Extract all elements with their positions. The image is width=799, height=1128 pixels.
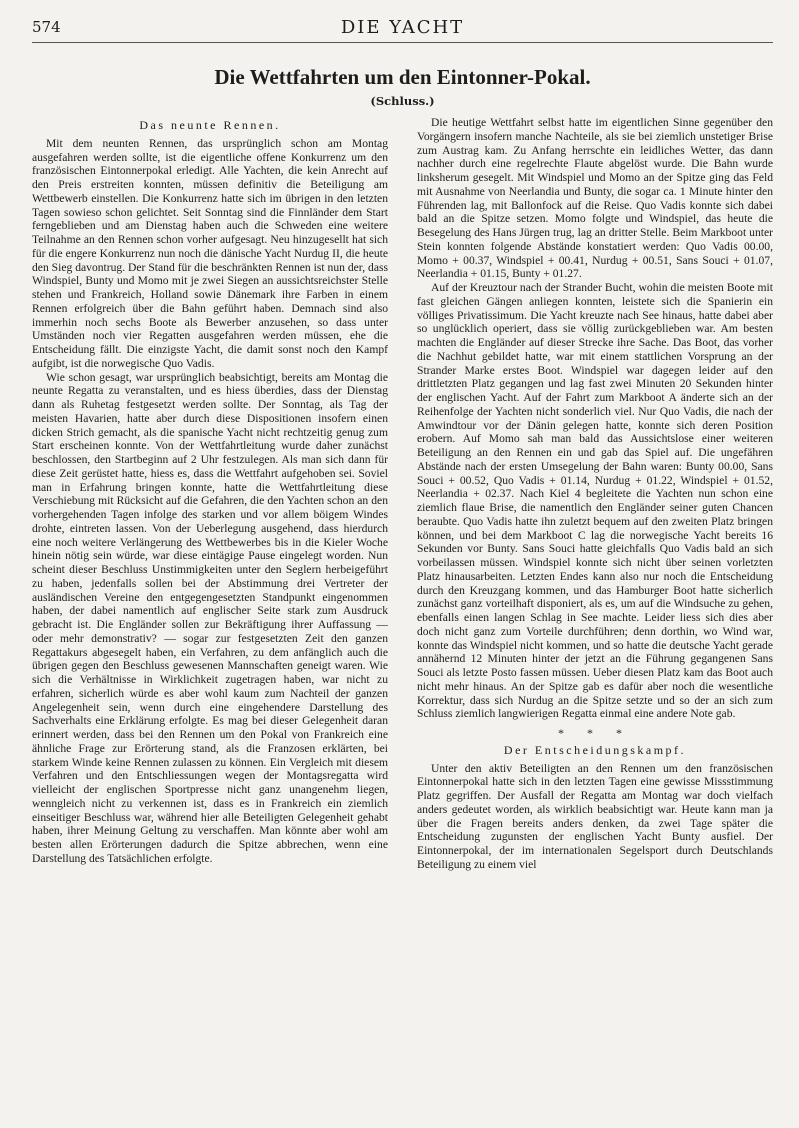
section-heading-decision: Der Entscheidungskampf. xyxy=(503,742,687,757)
paragraph: Die heutige Wettfahrt selbst hatte im eigentlichen Sinne gegenüber den Vorgängern insofern manche Nachteile, als sie bei ziemlich unstetiger Brise zum Austrag kam. Zu Anfang herrschte ein leidliches Wetter, das dann nachher durch eine regelrechte Flaute abgelöst wurde. Die Bahn wurde linksherum gesegelt. Mit Windspiel und Momo an der Spitze ging das Feld mit Ausnahme von Neerlandia und Bunty, die sogar ca. 1 Minute hinter den Führenden lag, mit Ballonfock auf die Reise. Quo Vadis konnte sich dabei bald an die Spitze setzen. Momo folgte und Windspiel, das heute die Besegelung des Hans Jürgen trug, lag an dritter Stelle. Beim Markboot unter Stein konnten folgende Abstände konstatiert werden: Quo Vadis 00.00, Momo + 00.37, Windspiel + 00.41, Nurdug + 00.51, Sans Souci + 01.07, Neerlandia + 01.15, Bunty + 01.27. xyxy=(417,116,773,281)
paragraph: Mit dem neunten Rennen, das ursprünglich schon am Montag ausgefahren werden sollte, ist die eigentliche offene Konkurrenz um den französischen Eintonnerpokal erledigt. Alle Yachten, die kein Anrecht auf den Preis erstreiten konnten, müssen definitiv die Beteiligung am Wettbewerb einstellen. Die Konkurrenz hatte sich im übrigen in den letzten Tagen sowieso schon gelichtet. Seit Sonntag sind die Finnländer dem Start ferngeblieben und am Dienstag haben auch die Schweden eine weitere Teilnahme an den Rennen schon vorher aufgesagt. Neu hinzugesellt hat sich für die engere Konkurrenz nun noch die dänische Yacht Nurdug II, die heute den Sieg davontrug. Der Stand für die beschränkten Rennen ist nun der, dass Windspiel, Bunty und Momo mit je zwei Siegen an aussichtsreichster Stelle stehen und Frankreich, Holland sowie Dänemark ihre Farben in einem Rennen erfolgreich über die Bahn geführt haben. Demnach sind also immerhin noch sechs Boote als Bewerber anzusehen, so dass unter Umständen noch vier Regatten ausgefahren werden müssen, ehe die Entscheidung fällt. Die einzigste Yacht, die damit sonst noch den Kampf aufgibt, ist die norwegische Quo Vadis. xyxy=(32,136,388,370)
paragraph: Unter den aktiv Beteiligten an den Rennen um den französischen Eintonnerpokal hatte sich in den letzten Tagen eine gewisse Missstimmung Platz gegriffen. Der Ausfall der Regatta am Montag war doch vielfach anders gedeutet worden, als wirklich beabsichtigt war. Heute kann man ja über die Fragen bereits anders denken, da zwei Tage später die Entscheidung zugunsten der englischen Yacht Bunty ausfiel. Der Eintonnerpokal, der im internationalen Segelsport durch Deutschlands Beteiligung zu einem viel xyxy=(417,761,773,871)
article-subtitle: (Schluss.) xyxy=(370,94,435,108)
article-title: Die Wettfahrten um den Eintonner-Pokal. xyxy=(214,65,591,89)
paragraph: Wie schon gesagt, war ursprünglich beabsichtigt, bereits am Montag die neunte Regatta zu veranstalten, und es hiess überdies, dass der Dienstag dann als Ruhetag festgesetzt werden sollte. Der Sonntag, als Tag der meisten Havarien, hatte aber durch diese Dispositionen insofern einen dicken Strich gemacht, als die spanische Yacht nicht rechtzeitig genug zum Start erscheinen konnte. Von der Wettfahrtleitung wurde daher zunächst beschlossen, den Startbeginn auf 2 Uhr festzulegen. Als man sich dann für diese Zeit gerüstet hatte, hiess es, dass die Wettfahrt aufgehoben sei. Soviel man in Erfahrung bringen konnte, hatte die Wettfahrtleitung diese Verschiebung mit Rücksicht auf die Gefahren, die den Yachten schon an den vorhergehenden Tagen infolge des starken und vor allem böigem Windes drohte, eintreten lassen. Von der Ueberlegung ausgehend, dass hierdurch eine noch weitere Verlängerung des Wettbewerbes bis in die Kieler Woche hinein nötig sein würde, war diese eintägige Pause eingelegt worden. Nun scheint dieser Beschluss Unstimmigkeiten unter den Seglern herbeigeführt zu haben, jedenfalls sollen bei der Abstimmung drei Vertreter der ausländischen Vereine den entgegengesetzten Standpunkt eingenommen haben, der dabei namentlich auf englischer Seite stark zum Ausdruck gebracht ist. Die Engländer sollen zur Bekräftigung ihrer Auffassung — oder mehr demonstrativ? — sogar zur festgesetzten Zeit den ganzen Regattakurs abgesegelt haben, ein Verfahren, zu dem anfänglich auch die übrigen gegen den Beschluss gewesenen Mannschaften geneigt waren. Wie sich die Verhältnisse in Wirklichkeit zugetragen haben, war nicht zu erfahren, sicherlich würde es aber wohl kaum zum Nachteil der ganzen Angelegenheit sein, wenn durch eine eingehendere Darstellung des Sachverhalts eine Erklärung erfolgte. Es mag bei dieser Gelegenheit daran erinnert werden, dass bei den Rennen um den Pokal von Frankreich eine ähnliche Frage zur Erörterung stand, als die Franzosen erklärten, bei starkem Winde keine Rennen zulassen zu können. Ein Vergleich mit diesem Verfahren und den Entschliessungen wegen der Montagsregatta wird vielleicht der englischen Sportpresse nicht ganz unangenehm liegen, wenngleich nicht zu verkennen ist, dass es in Frankreich ein ziemlich einseitiger Beschluss war, während hier alle Beteiligten Gelegenheit gehabt haben, ihrer Meinung Geltung zu verschaffen. Man könnte aber wohl am besten allen Erörterungen dadurch die Spitze abbrechen, wenn eine Darstellung des Tatsächlichen erfolgte. xyxy=(32,370,388,865)
left-column xyxy=(32,116,388,872)
article-body xyxy=(32,116,773,872)
page-header xyxy=(32,14,773,43)
journal-title: DIE YACHT xyxy=(340,17,465,38)
right-column xyxy=(417,116,773,872)
page-number: 574 xyxy=(32,18,61,36)
paragraph: Auf der Kreuztour nach der Strander Bucht, wohin die meisten Boote mit fast gleichen Gängen anliegen konnten, leistete sich die Spanierin ein völliges Privatissimum. Die Yacht kreuzte nach See hinaus, hatte dabei aber so unglücklich operiert, dass sie völlig zurückgeblieben war. Am besten machten die Engländer auf dieser Strecke ihre Sache. Das Boot, das vorher die Nachhut gebildet hatte, war mit einem stattlichen Vorsprung an der Strander Marke erstes Boot. Windspiel war dagegen leider auf den drittletzten Platz gegangen und lag fast zwei Minuten 20 Sekunden hinter der englischen Yacht. Auf der Fahrt zum Markboot A änderte sich an der Reihenfolge der Yachten nicht sonderlich viel. Nur Quo Vadis, die nach der Amwindtour vor der Dänin gelegen hatte, konnte sich deren Position erobern. Auf Momo sah man bald das Aussichtslose einer weiteren Beteiligung an den Rennen ein und gab das Spiel auf. Die ungefähren Abstände nach der ersten Umsegelung der Bahn waren: Bunty 00.00, Sans Souci + 00.52, Quo Vadis + 01.14, Nurdug + 01.22, Windspiel + 01.52, Neerlandia + 02.37. Nach Kiel 4 begleitete die Yachten nun schon eine ziemlich flaue Brise, die namentlich den Engländer seiner guten Chancen beraubte. Quo Vadis hatte ihn zuletzt bequem auf den zweiten Platz bringen können, und bei dem Markboot C lag die norwegische Yacht bereits 16 Sekunden vor Bunty. Sans Souci hatte gleichfalls Quo Vadis bald an sich vorbeilassen müssen. Windspiel konnte sich nicht über seinen vorletzten Platz hinausarbeiten. Letzten Endes kann also nur noch die Entscheidung durch den Kreuzgang kommen, und das Hamburger Boot hatte sicherlich zunächst ganz vorteilhaft disponiert, als es, um auf die Windsuche zu gehen, ebenfalls einen langen Schlag in See machte. Leider liess sich dies aber doch nicht ganz zum Vorteile durchführen; denn dorthin, wo Wind war, konnte das Windspiel nicht kommen, und so hatte die deutsche Yacht gerade annähernd 12 Minuten hinter der jetzt an die Führung gegangenen Sans Souci als letzte Posto fassen müssen. Ueber diesen Platz kam das Boot auch nicht mehr hinaus. An der Spitze gab es dafür aber noch die wesentliche Korrektur, dass sich Nurdug an die Spitze setzte und so der an sich zum Schluss ziemlich langwierigen Regatta einmal eine andere Note gab. xyxy=(417,281,773,721)
section-separator: * * * xyxy=(558,726,632,740)
section-heading-ninth-race: Das neunte Rennen. xyxy=(139,118,281,132)
